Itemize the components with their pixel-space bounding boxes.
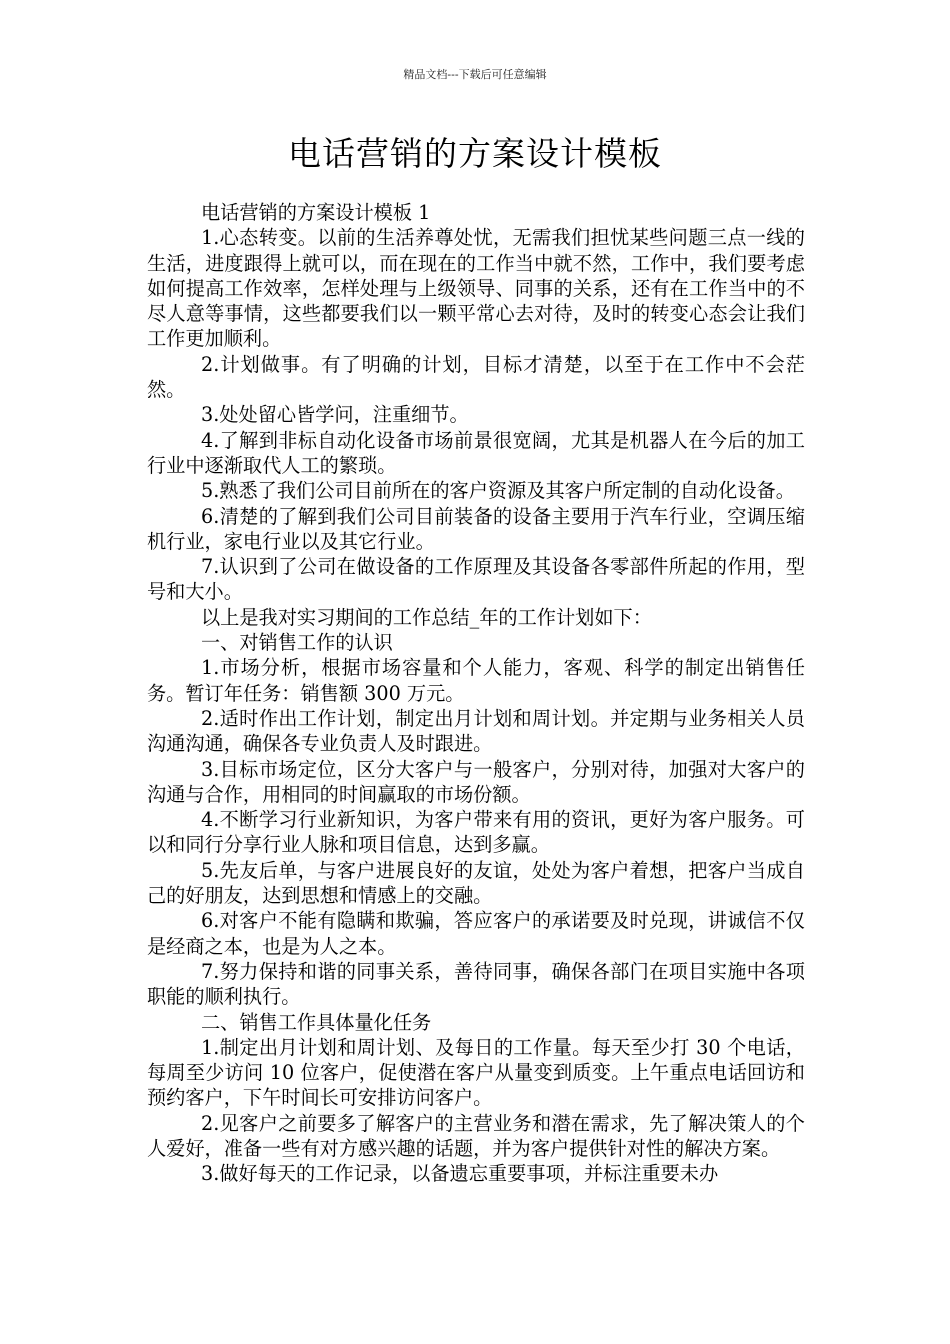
- section-heading: 一、对销售工作的认识: [201, 631, 393, 655]
- paragraph: 6.对客户不能有隐瞒和欺骗，答应客户的承诺要及时兑现，讲诚信不仅是经商之本，也是为人之本。: [147, 909, 805, 958]
- paragraph: 1.制定出月计划和周计划、及每日的工作量。每天至少打 30 个电话，每周至少访问 10 位客户，促使潜在客户从量变到质变。上午重点电话回访和预约客户，下午时间长可安排访问客户。: [147, 1035, 805, 1110]
- paragraph: 3.目标市场定位，区分大客户与一般客户，分别对待，加强对大客户的沟通与合作，用相同的时间赢取的市场份额。: [147, 757, 805, 806]
- paragraph: 3.处处留心皆学问，注重细节。: [201, 403, 469, 427]
- paragraph: 5.熟悉了我们公司目前所在的客户资源及其客户所定制的自动化设备。: [201, 479, 795, 503]
- paragraph: 3.做好每天的工作记录，以备遗忘重要事项，并标注重要未办: [201, 1162, 719, 1186]
- header-note: 精品文档---下载后可任意编辑: [403, 68, 547, 81]
- section-heading: 二、销售工作具体量化任务: [201, 1010, 432, 1034]
- paragraph: 2.计划做事。有了明确的计划，目标才清楚，以至于在工作中不会茫然。: [147, 352, 805, 402]
- paragraph: 1.市场分析，根据市场容量和个人能力，客观、科学的制定出销售任务。暂订年任务：销售额 300 万元。: [147, 656, 805, 705]
- section-heading: 电话营销的方案设计模板 1: [201, 201, 431, 224]
- document-body: [147, 200, 805, 1187]
- paragraph: 1.心态转变。以前的生活养尊处忧，无需我们担忧某些问题三点一线的生活，进度跟得上就可以，而在现在的工作当中就不然，工作中，我们要考虑如何提高工作效率，怎样处理与上级领导、同事的关系，还有在工作当中的不尽人意等事情，这些都要我们以一颗平常心去对待，及时的转变心态会让我们工作更加顺利。: [147, 226, 805, 351]
- paragraph: 2.见客户之前要多了解客户的主营业务和潜在需求，先了解决策人的个人爱好，准备一些有对方感兴趣的话题，并为客户提供针对性的解决方案。: [147, 1111, 805, 1160]
- paragraph: 2.适时作出工作计划，制定出月计划和周计划。并定期与业务相关人员沟通沟通，确保各专业负责人及时跟进。: [147, 706, 805, 756]
- paragraph: 4.了解到非标自动化设备市场前景很宽阔，尤其是机器人在今后的加工行业中逐渐取代人工的繁琐。: [147, 428, 805, 477]
- paragraph: 7.认识到了公司在做设备的工作原理及其设备各零部件所起的作用，型号和大小。: [147, 555, 805, 604]
- paragraph: 4.不断学习行业新知识，为客户带来有用的资讯，更好为客户服务。可以和同行分享行业人脉和项目信息，达到多赢。: [147, 808, 805, 857]
- document-title: 电话营销的方案设计模板: [288, 134, 662, 173]
- paragraph: 6.清楚的了解到我们公司目前装备的设备主要用于汽车行业，空调压缩机行业，家电行业以及其它行业。: [147, 504, 805, 553]
- paragraph: 以上是我对实习期间的工作总结_年的工作计划如下：: [201, 605, 652, 629]
- paragraph: 7.努力保持和谐的同事关系，善待同事，确保各部门在项目实施中各项职能的顺利执行。: [147, 959, 805, 1009]
- paragraph: 5.先友后单，与客户进展良好的友谊，处处为客户着想，把客户当成自己的好朋友，达到思想和情感上的交融。: [147, 858, 805, 908]
